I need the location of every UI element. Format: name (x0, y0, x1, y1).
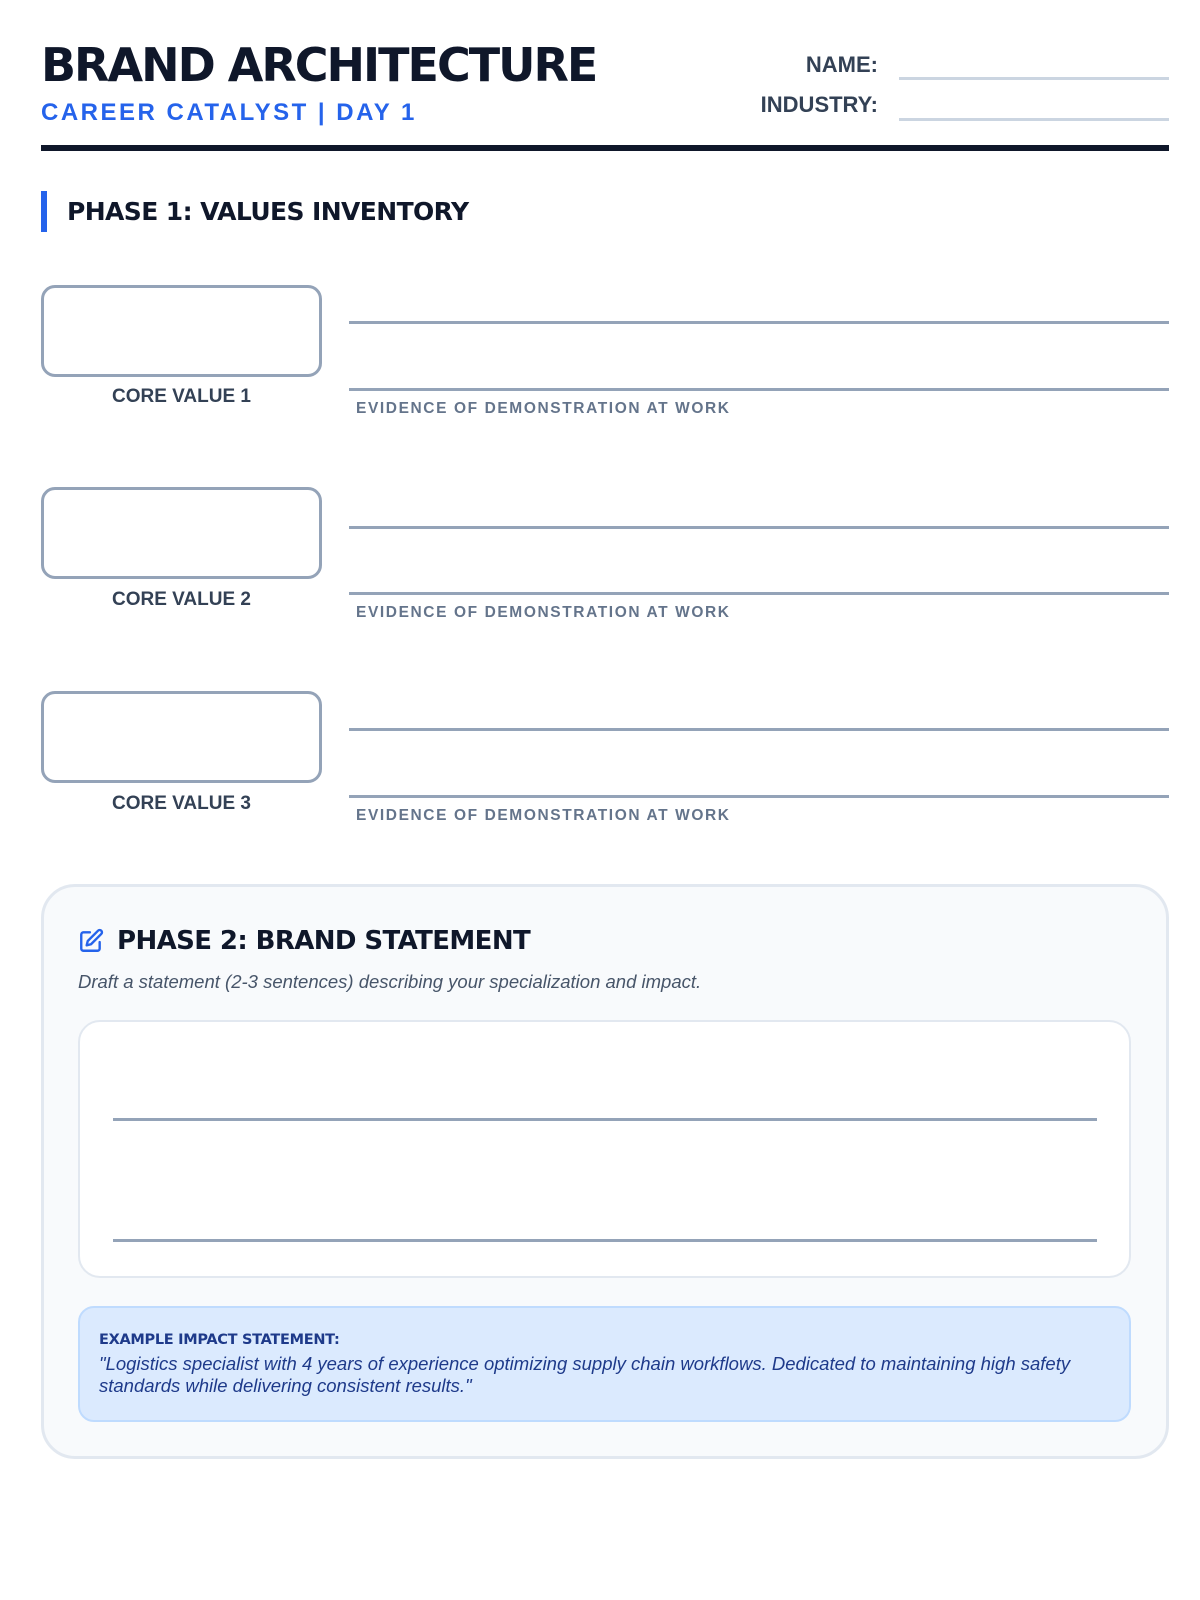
phase1-title: PHASE 1: VALUES INVENTORY (67, 197, 469, 226)
core-value-1-box[interactable] (41, 285, 322, 377)
evidence-1-line-2[interactable] (349, 388, 1169, 391)
statement-line-2[interactable] (113, 1239, 1097, 1242)
section-accent-bar (41, 191, 47, 232)
core-value-1-label: CORE VALUE 1 (111, 386, 251, 407)
core-value-2-box[interactable] (41, 487, 322, 579)
core-value-2-label: CORE VALUE 2 (111, 589, 251, 610)
evidence-3-label: EVIDENCE OF DEMONSTRATION AT WORK (356, 807, 731, 824)
page-subtitle: CAREER CATALYST | DAY 1 (41, 99, 417, 126)
phase2-title: PHASE 2: BRAND STATEMENT (117, 926, 531, 956)
evidence-1-line-1[interactable] (349, 321, 1169, 324)
industry-field[interactable] (899, 118, 1169, 121)
statement-line-1[interactable] (113, 1118, 1097, 1121)
core-value-3-box[interactable] (41, 691, 322, 783)
header-divider (41, 145, 1169, 151)
phase2-instruction: Draft a statement (2-3 sentences) describing your specialization and impact. (78, 971, 702, 992)
example-text: "Logistics specialist with 4 years of experience optimizing supply chain workflows. Dedicated to maintaining high safety standards while delivering consistent results." (99, 1353, 1071, 1396)
industry-label: INDUSTRY: (760, 92, 878, 117)
example-label: EXAMPLE IMPACT STATEMENT: (99, 1332, 340, 1348)
page-title: BRAND ARCHITECTURE (41, 38, 597, 92)
evidence-3-line-2[interactable] (349, 795, 1169, 798)
name-field[interactable] (899, 77, 1169, 80)
evidence-3-line-1[interactable] (349, 728, 1169, 731)
evidence-1-label: EVIDENCE OF DEMONSTRATION AT WORK (356, 400, 731, 417)
name-label: NAME: (805, 52, 878, 77)
pencil-square-icon (78, 928, 104, 954)
core-value-3-label: CORE VALUE 3 (111, 793, 251, 814)
evidence-2-line-1[interactable] (349, 526, 1169, 529)
evidence-2-label: EVIDENCE OF DEMONSTRATION AT WORK (356, 604, 731, 621)
evidence-2-line-2[interactable] (349, 592, 1169, 595)
